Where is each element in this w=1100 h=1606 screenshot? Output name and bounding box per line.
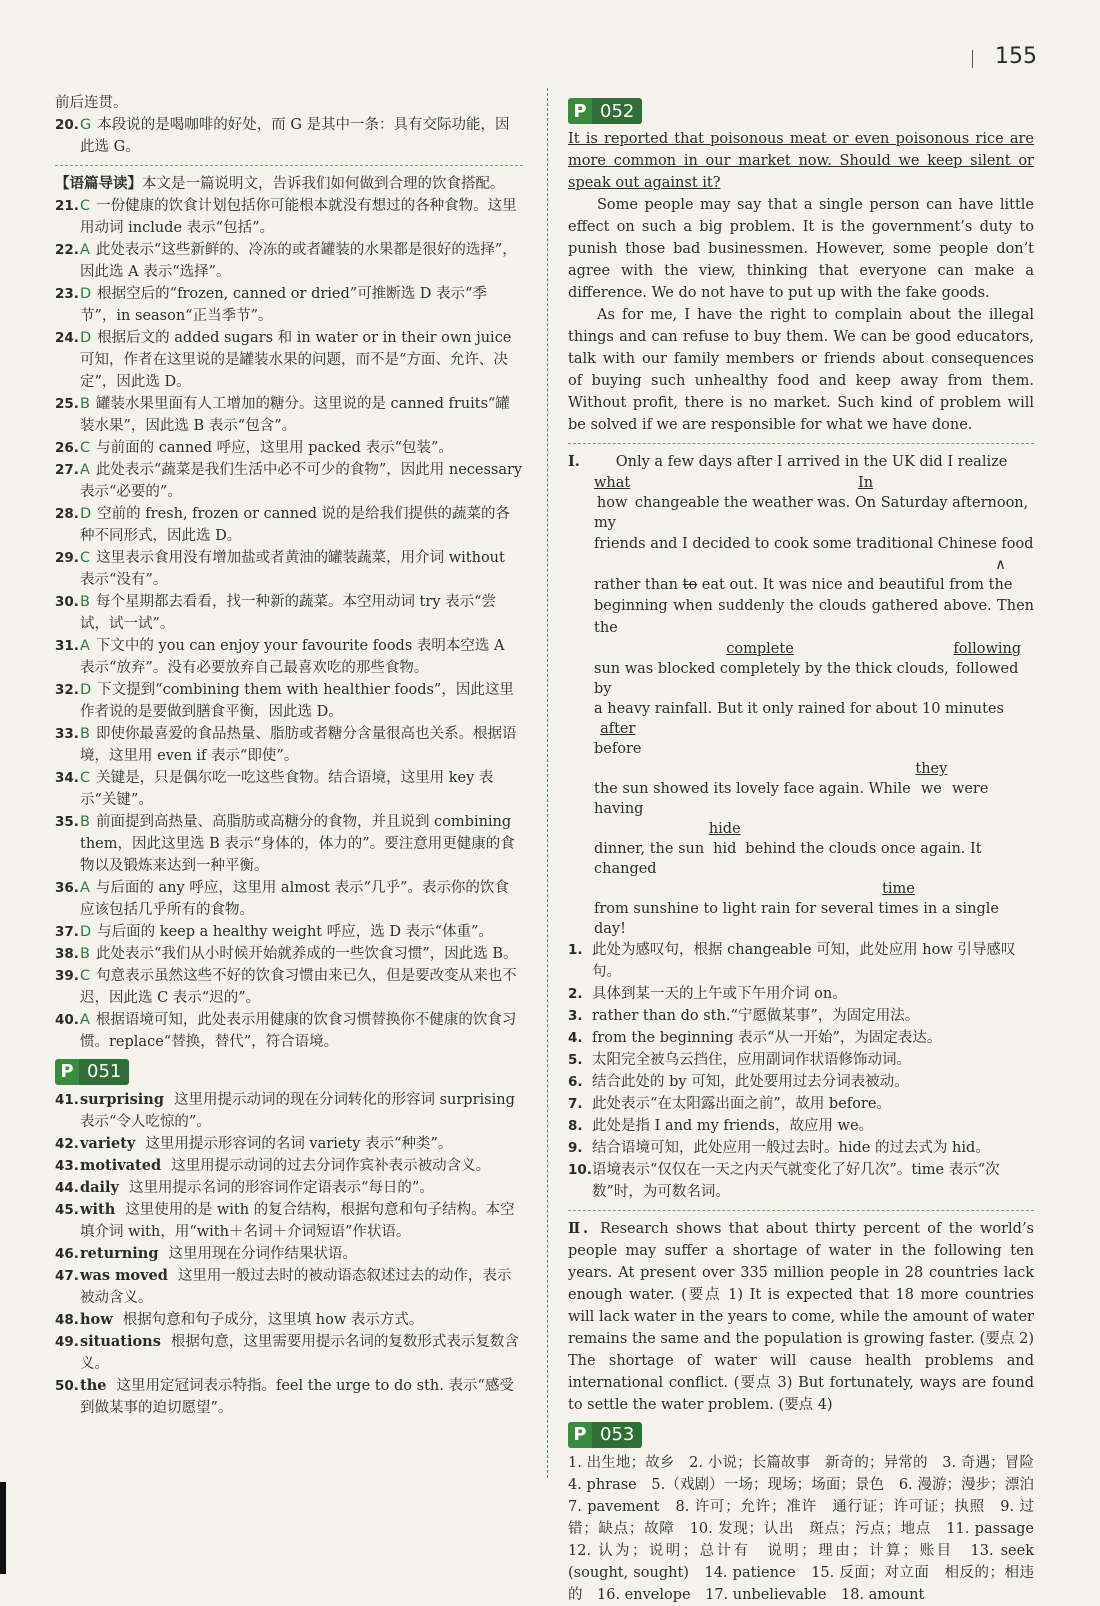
note-item: 2. 具体到某一天的上午或下午用介词 on。 bbox=[568, 986, 847, 1002]
answer-item: 42. variety 这里用提示形容词的名词 variety 表示“种类”。 bbox=[55, 1135, 453, 1152]
answer-item: 38. B 此处表示“我们从小时候开始就养成的一些饮食习惯”，因此选 B。 bbox=[55, 946, 518, 962]
answer-item: 35. B 前面提到高热量、高脂肪或高糖分的食物，并且说到 combining them，因此这里选 B 表示“身体的，体力的”。要注意用更健康的食物以及锻炼来达到一种平衡。 bbox=[55, 814, 515, 874]
note-item: 8. 此处是指 I and my friends，故应用 we。 bbox=[568, 1118, 874, 1134]
answer-item: 23. D 根据空后的“frozen, canned or dried”可推断选 D 表示“季节”，in season“正当季节”。 bbox=[55, 286, 487, 324]
essay-paragraph: As for me, I have the right to complain about the illegal things and can refuse to buy them. We can be good educators, talk with our family members or friends about consequences of buying such unhealthy food and keep away from them. Without profit, there is no market. Such kind of problem will be solved if we are responsible for what we have done. bbox=[568, 307, 1034, 433]
answer-item: 41. surprising 这里用提示动词的现在分词转化的形容词 surprising 表示“令人吃惊的”。 bbox=[55, 1091, 515, 1130]
answer-item: 49. situations 根据句意，这里需要用提示名词的复数形式表示复数含义。 bbox=[55, 1333, 519, 1372]
answer-item: 32. D 下文提到“combining them with healthier foods”，因此这里作者说的是要做到膳食平衡，因此选 D。 bbox=[55, 682, 514, 720]
note-item: 3. rather than do sth.“宁愿做某事”，为固定用法。 bbox=[568, 1008, 920, 1024]
section-divider bbox=[55, 165, 523, 166]
answer-item: 47. was moved 这里用一般过去时的被动语态叙述过去的动作，表示被动含义。 bbox=[55, 1267, 512, 1306]
answer-item: 37. D 与后面的 keep a healthy weight 呼应，选 D 表示“体重”。 bbox=[55, 924, 493, 940]
section-divider bbox=[568, 443, 1034, 444]
note-item: 5. 太阳完全被乌云挡住，应用副词作状语修饰动词。 bbox=[568, 1052, 911, 1068]
section-badge-053: P 053 bbox=[568, 1422, 642, 1448]
summary-paragraph: Ⅱ. Research shows that about thirty percent of the world’s people may suffer a shortage of water in the following ten years. At present over 335 million people in 28 countries lack enough water. (要点 1) It is expected that 18 more countries will lack water in the years to come, while the amount of water remains the same and the population is growing faster. (要点 2) The shortage of water will cause health problems and international conflict. (要点 3) But fortunately, ways are found to settle the water problem. (要点 4) bbox=[568, 1220, 1034, 1413]
answer-item: 24. D 根据后文的 added sugars 和 in water or in their own juice 可知，作者在这里说的是罐装水果的问题，而不是“方面、允许、决定”，因此选 D。 bbox=[55, 330, 512, 390]
note-item: 7. 此处表示“在太阳露出面之前”，故用 before。 bbox=[568, 1096, 891, 1112]
continuation-text: 前后连贯。 bbox=[55, 95, 128, 111]
header-rule bbox=[972, 50, 973, 68]
error-correction: Ⅰ. Only a few days after I arrived in the UK did I realize what how changeable the weather was. $\frac{In}{On}$ Saturday afternoon, my friends and I decided to cook some traditional Chinese food rather than to eat out. It was nice and beautiful from ∧ the beginning when suddenly the clouds gathered above. Then the sun was blocked complete completely by the thick clouds, following followed by a heavy rainfall. But it only rained for about 10 minutes after before the sun showed its lovely face again. While they we were having dinner, the sun hide hid behind the clouds once again. It changed from sunshine to light rain for several time times in a single day! bbox=[568, 453, 1034, 937]
answer-item: 40. A 根据语境可知，此处表示用健康的饮食习惯替换你不健康的饮食习惯。replace“替换，替代”，符合语境。 bbox=[55, 1012, 517, 1050]
edge-mark bbox=[0, 1482, 6, 1574]
answer-item: 30. B 每个星期都去看看，找一种新的蔬菜。本空用动词 try 表示“尝试，试一试”。 bbox=[55, 594, 497, 632]
note-item: 10. 语境表示“仅仅在一天之内天气就变化了好几次”。time 表示“次数”时，为可数名词。 bbox=[568, 1162, 1000, 1200]
note-item: 6. 结合此处的 by 可知，此处要用过去分词表被动。 bbox=[568, 1074, 909, 1090]
left-column bbox=[55, 92, 523, 1419]
correction-notes bbox=[568, 939, 1034, 1203]
answer-item: 26. C 与前面的 canned 呼应，这里用 packed 表示“包装”。 bbox=[55, 440, 453, 456]
vocabulary-answers: 1. 出生地；故乡 2. 小说；长篇故事 新奇的；异常的 3. 奇遇；冒险 4. phrase 5.（戏剧）一场；现场；场面；景色 6. 漫游；漫步；漂泊 7. pavement 8. 许可；允许；准许 通行证；许可证；执照 9. 过错；缺点；故障 10. 发现；认出 斑点；污点；地点 11. passage 12. 认为；说明；总计有 说明；理由；计算；账目 13. seek (sought, sought) 14. patience 15. 反面；对立面 相反的；相违的 16. envelope 17. unbelievable 18. amount bbox=[568, 1455, 1049, 1603]
section-badge-052: P 052 bbox=[568, 98, 642, 124]
answer-item: 31. A 下文中的 you can enjoy your favourite foods 表明本空选 A 表示“放弃”。没有必要放弃自己最喜欢吃的那些食物。 bbox=[55, 638, 505, 676]
note-item: 1. 此处为感叹句，根据 changeable 可知，此处应用 how 引导感叹句。 bbox=[568, 942, 1016, 980]
answer-item: 21. C 一份健康的饮食计划包括你可能根本就没有想过的各种食物。这里用动词 include 表示“包括”。 bbox=[55, 198, 517, 236]
answer-item: 22. A 此处表示“这些新鲜的、冷冻的或者罐装的水果都是很好的选择”，因此选 A 表示“选择”。 bbox=[55, 242, 517, 280]
column-divider bbox=[547, 88, 548, 1478]
page-number: 155 bbox=[995, 44, 1037, 69]
answer-item: 29. C 这里表示食用没有增加盐或者黄油的罐装蔬菜，用介词 without 表示“没有”。 bbox=[55, 550, 505, 588]
answer-item: 50. the 这里用定冠词表示特指。feel the urge to do sth. 表示“感受到做某事的迫切愿望”。 bbox=[55, 1377, 514, 1416]
answer-item: 34. C 关键是，只是偶尔吃一吃这些食物。结合语境，这里用 key 表示“关键”。 bbox=[55, 770, 494, 808]
right-column bbox=[568, 128, 1049, 1606]
answer-item: 28. D 空前的 fresh, frozen or canned 说的是给我们提供的蔬菜的各种不同形式，因此选 D。 bbox=[55, 506, 511, 544]
answer-item: 25. B 罐装水果里面有人工增加的糖分。这里说的是 canned fruits“罐装水果”，因此选 B 表示“包含”。 bbox=[55, 396, 510, 434]
answer-item: 45. with 这里使用的是 with 的复合结构，根据句意和句子结构。本空填介词 with，用“with＋名词＋介词短语”作状语。 bbox=[55, 1201, 515, 1240]
answer-item: 46. returning 这里用现在分词作结果状语。 bbox=[55, 1245, 357, 1262]
note-item: 4. from the beginning 表示“从一开始”，为固定表达。 bbox=[568, 1030, 942, 1046]
reading-guide: 【语篇导读】本文是一篇说明文，告诉我们如何做到合理的饮食搭配。 bbox=[55, 175, 505, 192]
answer-item: 33. B 即使你最喜爱的食品热量、脂肪或者糖分含量很高也关系。根据语境，这里用 even if 表示“即使”。 bbox=[55, 726, 517, 764]
essay-paragraph: Some people may say that a single person can have little effect on such a big problem. It is the government’s duty to punish those bad businessmen. However, some people don’t agree with the view, thinking that everyone can make a difference. We do not have to put up with the fake goods. bbox=[568, 197, 1034, 301]
answer-list bbox=[55, 195, 523, 1053]
answer-list-051 bbox=[55, 1089, 523, 1419]
note-item: 9. 结合语境可知，此处应用一般过去时。hide 的过去式为 hid。 bbox=[568, 1140, 990, 1156]
answer-item: 48. how 根据句意和句子成分，这里填 how 表示方式。 bbox=[55, 1311, 424, 1328]
answer-item: 20. G 本段说的是喝咖啡的好处，而 G 是其中一条：具有交际功能，因此选 G。 bbox=[55, 117, 510, 155]
answer-item: 27. A 此处表示“蔬菜是我们生活中必不可少的食物”，因此用 necessary 表示“必要的”。 bbox=[55, 462, 523, 500]
section-badge-051: P 051 bbox=[55, 1059, 129, 1085]
section-divider bbox=[568, 1210, 1034, 1211]
answer-item: 36. A 与后面的 any 呼应，这里用 almost 表示“几乎”。表示你的饮食应该包括几乎所有的食物。 bbox=[55, 880, 509, 918]
answer-item: 39. C 句意表示虽然这些不好的饮食习惯由来已久，但是要改变从来也不迟，因此选 C 表示“迟的”。 bbox=[55, 968, 517, 1006]
answer-item: 44. daily 这里用提示名词的形容词作定语表示“每日的”。 bbox=[55, 1179, 434, 1196]
answer-item: 43. motivated 这里用提示动词的过去分词作宾补表示被动含义。 bbox=[55, 1157, 491, 1174]
essay-topic: It is reported that poisonous meat or even poisonous rice are more common in our market now. Should we keep silent or speak out against it? bbox=[568, 131, 1034, 191]
